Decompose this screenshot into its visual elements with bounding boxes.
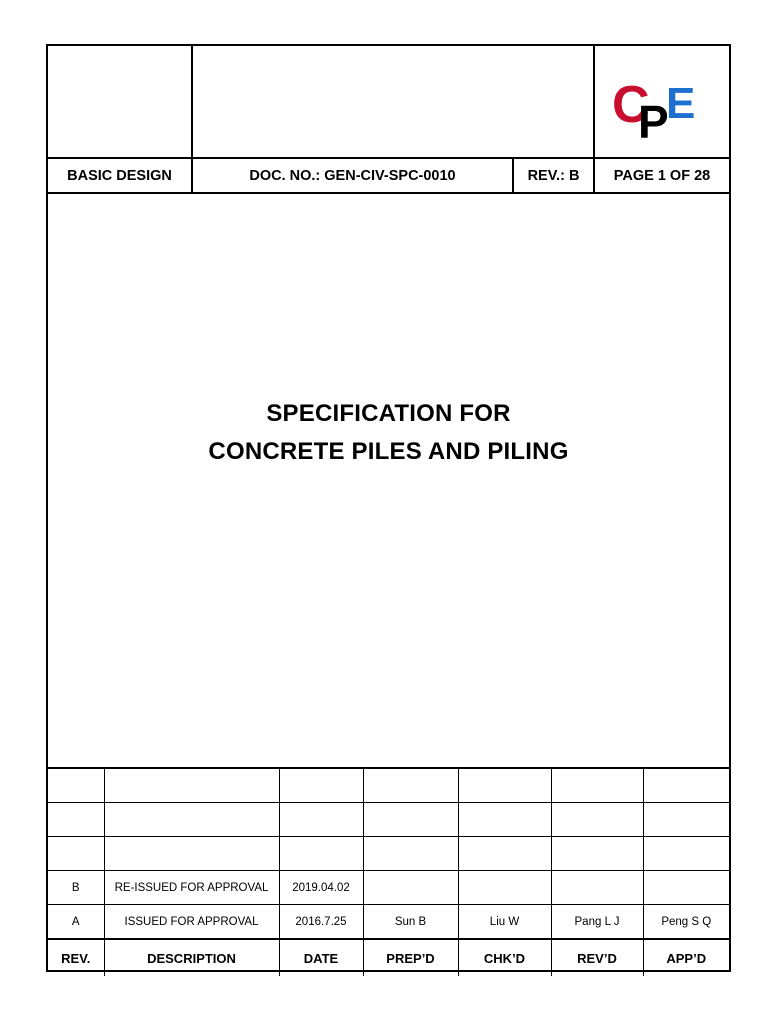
revision-header-prepared: PREP’D [363, 939, 458, 976]
revision-header-approved: APP’D [643, 939, 729, 976]
revision-cell-reviewed: Pang L J [551, 905, 643, 940]
revision-cell-approved [643, 768, 729, 803]
document-title-line-1: SPECIFICATION FOR [266, 400, 511, 427]
revision-cell-approved [643, 871, 729, 905]
revision-row [48, 905, 729, 940]
cpe-logo [608, 64, 708, 144]
revision-cell-approved [643, 837, 729, 871]
title-block-header [48, 46, 729, 194]
revision-cell-checked [458, 871, 551, 905]
revision-header-reviewed: REV’D [551, 939, 643, 976]
revision-row [48, 768, 729, 803]
revision-cell-date [279, 768, 363, 803]
revision-header-description: DESCRIPTION [104, 939, 279, 976]
revision-cell-checked [458, 803, 551, 837]
revision-row [48, 837, 729, 871]
revision-cell-checked [458, 768, 551, 803]
revision-cell-approved [643, 803, 729, 837]
revision-cell-rev: A [48, 905, 104, 940]
revision-table [48, 767, 729, 976]
revision-cell-prepared [363, 837, 458, 871]
revision-header-date: DATE [279, 939, 363, 976]
svg-text:C: C [612, 76, 650, 134]
revision-cell-rev [48, 803, 104, 837]
page-number: PAGE 1 OF 28 [613, 167, 711, 184]
revision-cell-date [279, 837, 363, 871]
document-title-line-2: CONCRETE PILES AND PILING [208, 438, 569, 465]
revision-cell-description: ISSUED FOR APPROVAL [104, 905, 279, 940]
svg-text:E: E [666, 79, 696, 128]
revision-cell-approved: Peng S Q [643, 905, 729, 940]
revision-cell-rev: B [48, 871, 104, 905]
revision-cell-date: 2019.04.02 [279, 871, 363, 905]
revision-cell-date [279, 803, 363, 837]
revision-cell-checked: Liu W [458, 905, 551, 940]
revision-cell-description: RE-ISSUED FOR APPROVAL [104, 871, 279, 905]
revision-cell-rev [48, 837, 104, 871]
revision-cell-description [104, 803, 279, 837]
revision-cell-prepared [363, 768, 458, 803]
revision-cell-rev [48, 768, 104, 803]
revision-header-row [48, 939, 729, 976]
revision-cell-description [104, 768, 279, 803]
revision-label: REV.: B [527, 167, 580, 184]
revision-cell-checked [458, 837, 551, 871]
basic-design-label: BASIC DESIGN [67, 167, 172, 184]
revision-header-rev: REV. [48, 939, 104, 976]
revision-cell-prepared [363, 871, 458, 905]
document-number: DOC. NO.: GEN-CIV-SPC-0010 [249, 167, 456, 184]
revision-cell-description [104, 837, 279, 871]
revision-cell-reviewed [551, 803, 643, 837]
revision-cell-prepared [363, 803, 458, 837]
revision-cell-reviewed [551, 768, 643, 803]
revision-cell-date: 2016.7.25 [279, 905, 363, 940]
revision-cell-reviewed [551, 871, 643, 905]
revision-row [48, 871, 729, 905]
revision-header-checked: CHK’D [458, 939, 551, 976]
svg-text:P: P [638, 96, 669, 144]
revision-cell-prepared: Sun B [363, 905, 458, 940]
revision-cell-reviewed [551, 837, 643, 871]
revision-row [48, 803, 729, 837]
document-frame [46, 44, 731, 972]
